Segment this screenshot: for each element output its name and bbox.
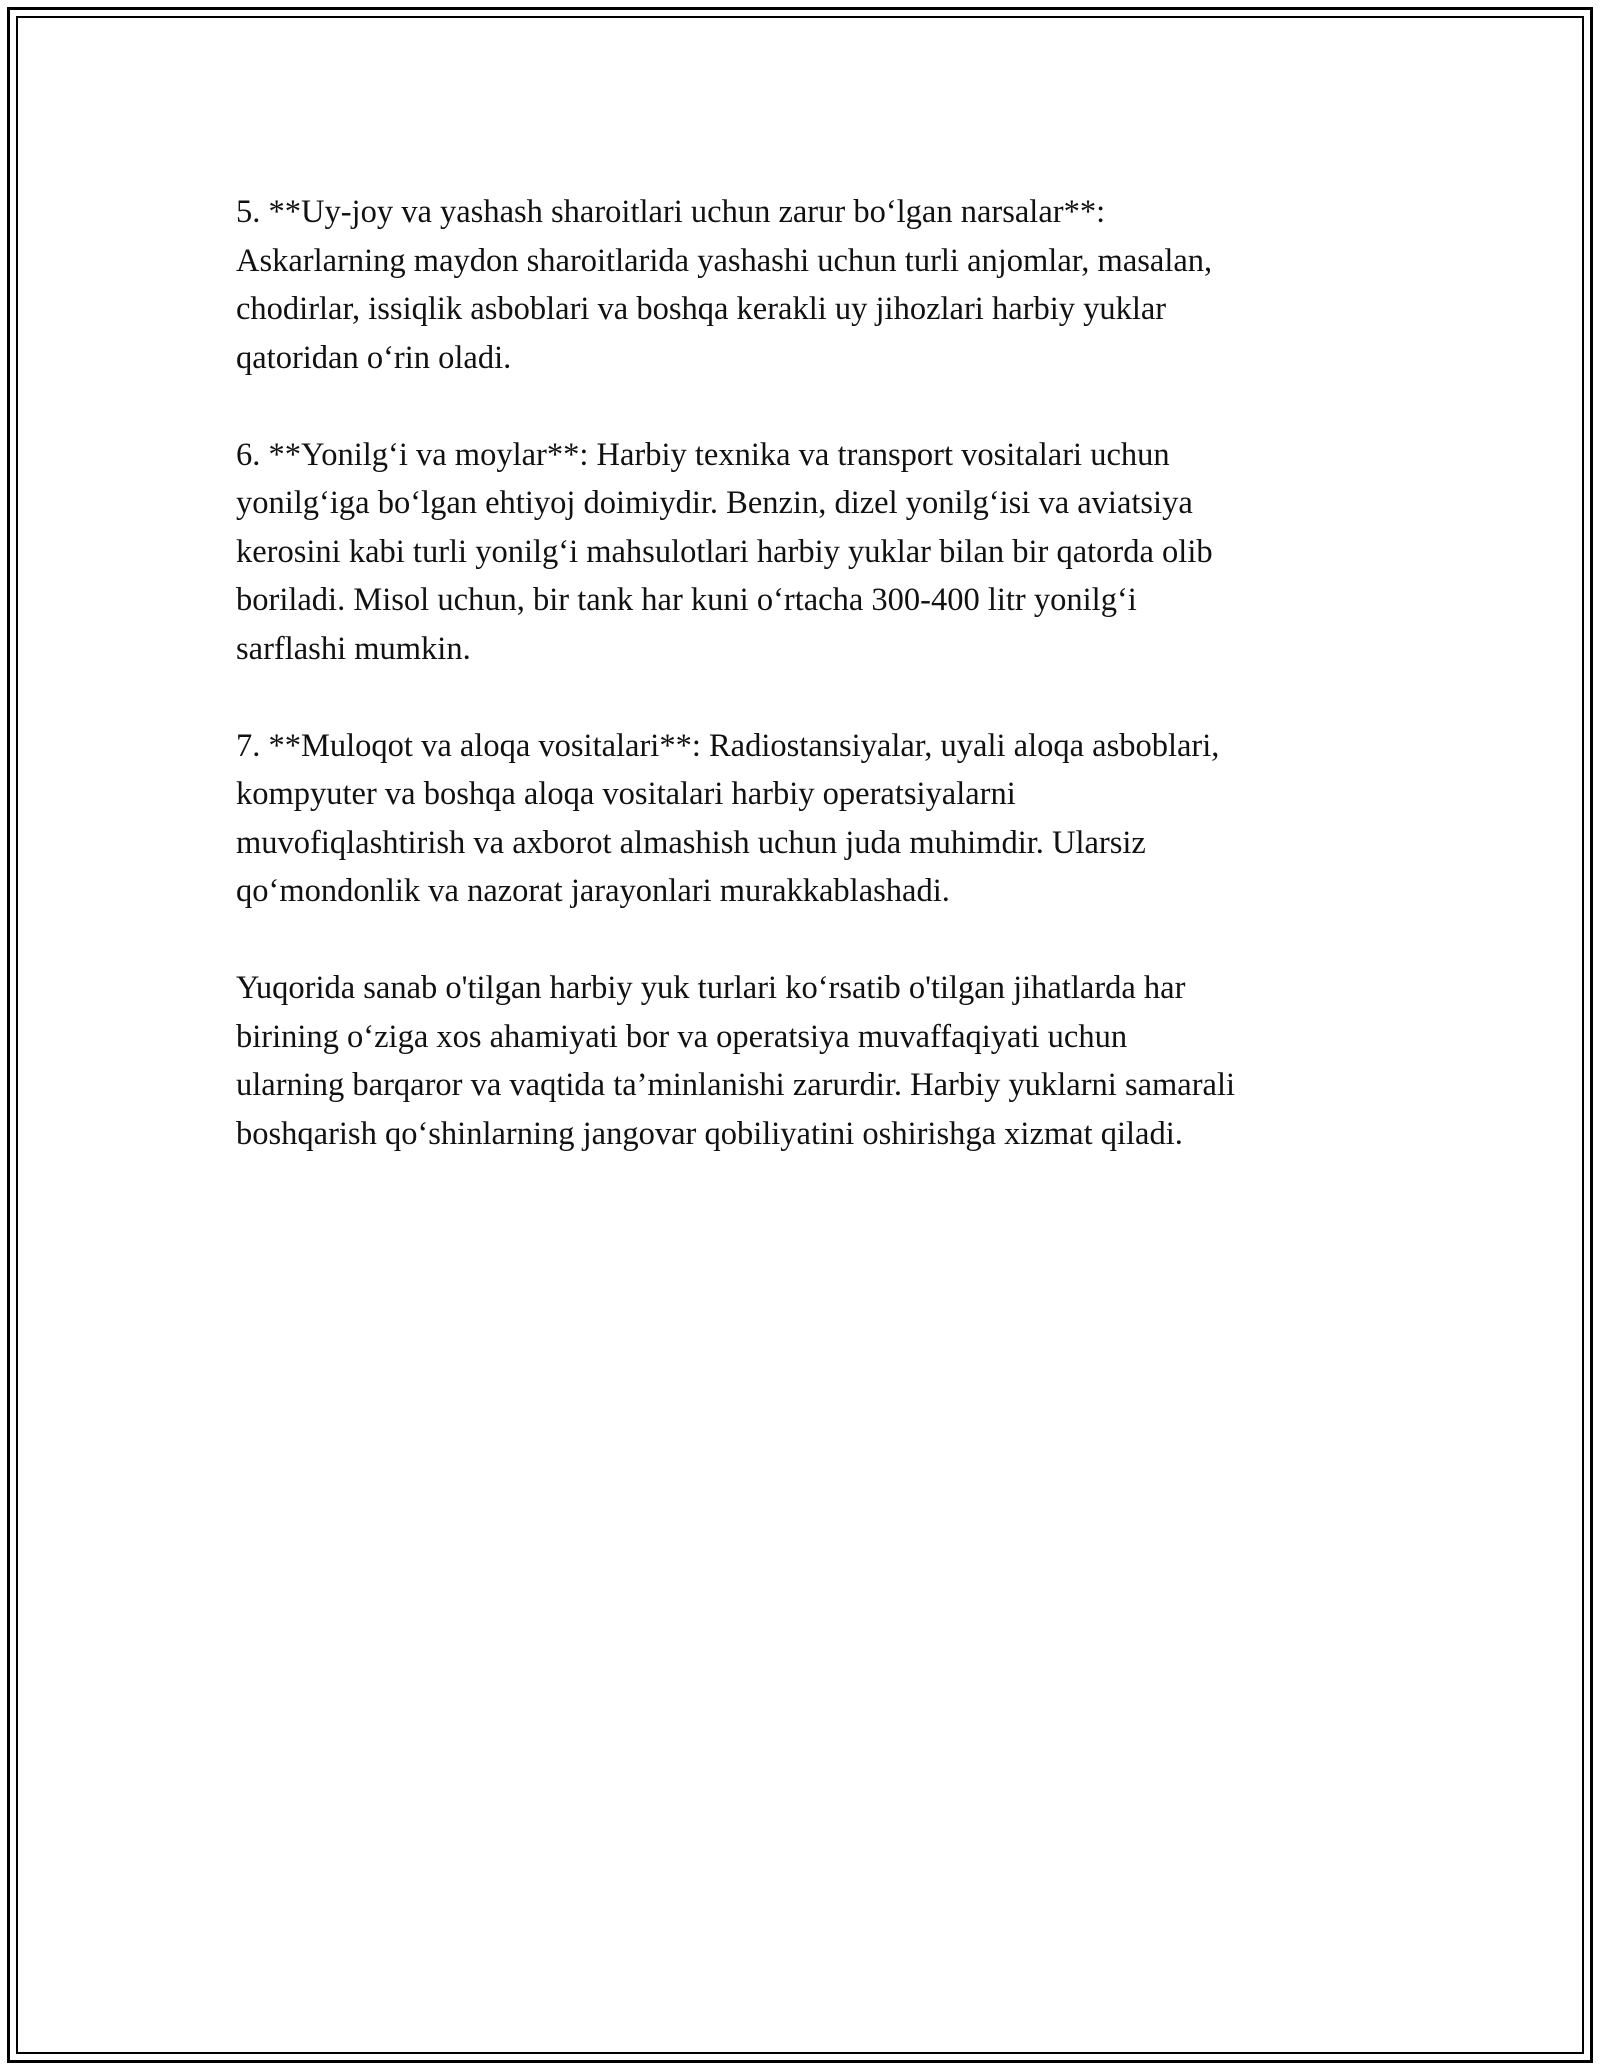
paragraph-communication: 7. **Muloqot va aloqa vositalari**: Radiostansiyalar, uyali aloqa asboblari, kompyuter va boshqa aloqa vositalari harbiy operatsiyalarni muvofiqlashtirish va axborot almashish uchun juda muhimdir. Ularsiz qo‘mondonlik va nazorat jarayonlari murakkablashadi. — [236, 727, 1220, 909]
paragraph-conclusion: Yuqorida sanab o'tilgan harbiy yuk turlari ko‘rsatib o'tilgan jihatlarda har birining o‘ziga xos ahamiyati bor va operatsiya muvaffaqiyati uchun ularning barqaror va vaqtida ta’minlanishi zarurdir. Harbiy yuklarni samarali boshqarish qo‘shinlarning jangovar qobiliyatini oshirishga xizmat qiladi. — [236, 970, 1236, 1152]
document-body — [236, 188, 1386, 1207]
paragraph-fuel: 6. **Yonilg‘i va moylar**: Harbiy texnika va transport vositalari uchun yonilg‘iga bo‘lgan ehtiyoj doimiydir. Benzin, dizel yonilg‘isi va aviatsiya kerosini kabi turli yonilg‘i mahsulotlari harbiy yuklar bilan bir qatorda olib boriladi. Misol uchun, bir tank har kuni o‘rtacha 300-400 litr yonilg‘i sarflashi mumkin. — [236, 436, 1213, 667]
paragraph-housing: 5. **Uy-joy va yashash sharoitlari uchun zarur bo‘lgan narsalar**: Askarlarning maydon sharoitlarida yashashi uchun turli anjomlar, masalan, chodirlar, issiqlik asboblari va boshqa kerakli uy jihozlari harbiy yuklar qatoridan o‘rin oladi. — [236, 194, 1213, 376]
